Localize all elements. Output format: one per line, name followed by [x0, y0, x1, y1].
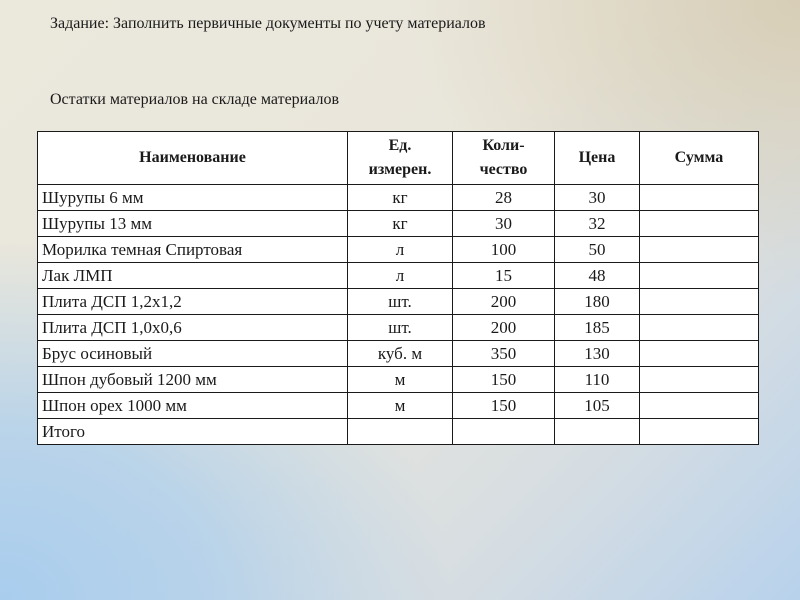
cell-price: 105 — [555, 393, 640, 419]
cell-quantity: 15 — [453, 263, 555, 289]
cell-name: Плита ДСП 1,0х0,6 — [38, 315, 348, 341]
cell-quantity: 350 — [453, 341, 555, 367]
header-sum: Сумма — [640, 132, 759, 185]
cell-unit: л — [348, 237, 453, 263]
cell-sum — [640, 393, 759, 419]
cell-name: Шурупы 13 мм — [38, 211, 348, 237]
cell-unit: шт. — [348, 289, 453, 315]
table-row — [38, 341, 759, 367]
cell-unit — [348, 419, 453, 445]
cell-name: Морилка темная Спиртовая — [38, 237, 348, 263]
cell-quantity: 200 — [453, 315, 555, 341]
cell-price: 48 — [555, 263, 640, 289]
table-row — [38, 315, 759, 341]
cell-sum — [640, 237, 759, 263]
cell-price: 50 — [555, 237, 640, 263]
cell-sum — [640, 367, 759, 393]
cell-quantity — [453, 419, 555, 445]
cell-sum — [640, 263, 759, 289]
cell-price: 110 — [555, 367, 640, 393]
table-row — [38, 211, 759, 237]
cell-unit: м — [348, 367, 453, 393]
cell-unit: л — [348, 263, 453, 289]
header-quantity — [453, 132, 555, 185]
cell-name: Брус осиновый — [38, 341, 348, 367]
cell-name: Шпон орех 1000 мм — [38, 393, 348, 419]
section-title: Остатки материалов на складе материалов — [50, 91, 340, 108]
header-quantity-line1: Коли- — [482, 137, 525, 154]
cell-sum — [640, 289, 759, 315]
cell-unit: куб. м — [348, 341, 453, 367]
cell-sum — [640, 211, 759, 237]
header-unit-line2: измерен. — [368, 161, 432, 178]
cell-unit: кг — [348, 211, 453, 237]
cell-quantity: 150 — [453, 367, 555, 393]
cell-quantity: 150 — [453, 393, 555, 419]
header-unit — [348, 132, 453, 185]
table-row — [38, 393, 759, 419]
table-header-row — [38, 132, 759, 185]
cell-sum — [640, 185, 759, 211]
cell-name: Итого — [38, 419, 348, 445]
cell-price: 185 — [555, 315, 640, 341]
cell-quantity: 28 — [453, 185, 555, 211]
cell-unit: кг — [348, 185, 453, 211]
task-title: Задание: Заполнить первичные документы по учету материалов — [50, 15, 486, 32]
cell-name: Плита ДСП 1,2х1,2 — [38, 289, 348, 315]
header-unit-line1: Ед. — [388, 137, 412, 154]
cell-quantity: 30 — [453, 211, 555, 237]
materials-table — [37, 131, 759, 445]
table-row — [38, 263, 759, 289]
cell-name: Лак ЛМП — [38, 263, 348, 289]
table-row — [38, 367, 759, 393]
cell-sum — [640, 419, 759, 445]
cell-price: 130 — [555, 341, 640, 367]
cell-price — [555, 419, 640, 445]
cell-price: 180 — [555, 289, 640, 315]
table-row — [38, 289, 759, 315]
cell-name: Шпон дубовый 1200 мм — [38, 367, 348, 393]
total-row — [38, 419, 759, 445]
cell-unit: м — [348, 393, 453, 419]
header-name: Наименование — [38, 132, 348, 185]
cell-quantity: 100 — [453, 237, 555, 263]
cell-sum — [640, 315, 759, 341]
header-price: Цена — [555, 132, 640, 185]
header-quantity-line2: чество — [479, 161, 528, 178]
cell-price: 32 — [555, 211, 640, 237]
cell-sum — [640, 341, 759, 367]
cell-name: Шурупы 6 мм — [38, 185, 348, 211]
table-row — [38, 185, 759, 211]
cell-price: 30 — [555, 185, 640, 211]
cell-unit: шт. — [348, 315, 453, 341]
table-row — [38, 237, 759, 263]
cell-quantity: 200 — [453, 289, 555, 315]
